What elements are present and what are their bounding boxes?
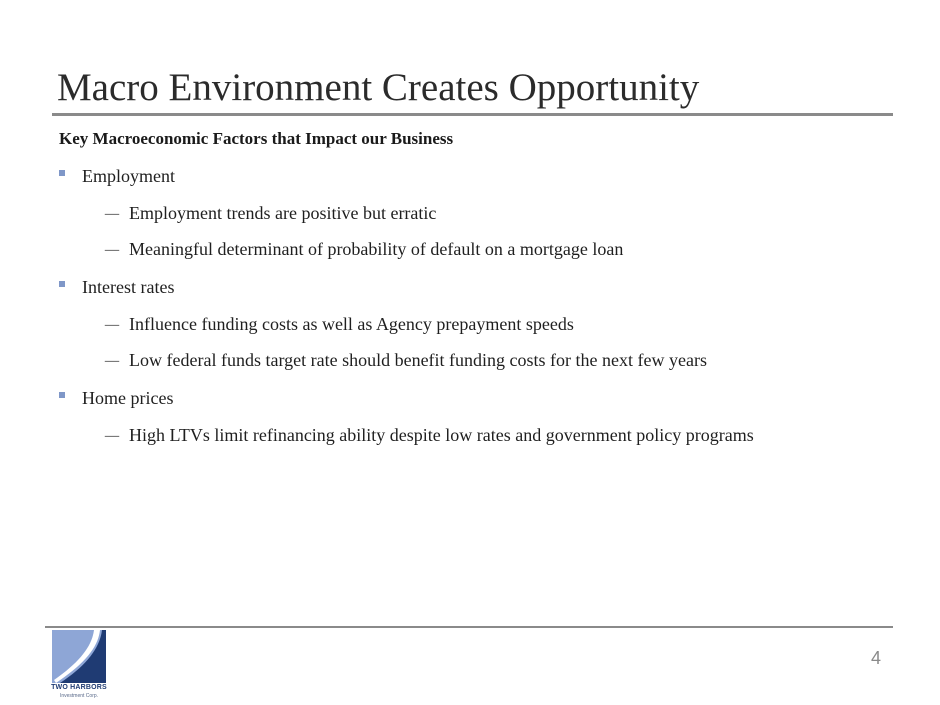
dash-icon: —	[104, 315, 120, 334]
bullet-square-icon	[59, 392, 65, 398]
bullet-employment: Employment	[82, 166, 175, 186]
subbullet-interest-2: Low federal funds target rate should benefit funding costs for the next few years	[129, 350, 707, 370]
logo-name: TWO HARBORS	[51, 684, 107, 691]
bullet-square-icon	[59, 170, 65, 176]
subbullet-employment-1: Employment trends are positive but erratic	[129, 203, 437, 223]
subbullet-employment-2: Meaningful determinant of probability of default on a mortgage loan	[129, 239, 624, 259]
bullet-square-icon	[59, 281, 65, 287]
dash-icon: —	[104, 351, 120, 370]
title-divider	[52, 113, 893, 116]
dash-icon: —	[104, 240, 120, 259]
logo-subtitle: Investment Corp.	[59, 693, 99, 699]
subbullet-interest-1: Influence funding costs as well as Agency prepayment speeds	[129, 314, 574, 334]
slide-title: Macro Environment Creates Opportunity	[57, 66, 700, 109]
dash-icon: —	[104, 426, 120, 445]
subbullet-home-1: High LTVs limit refinancing ability despite low rates and government policy programs	[129, 425, 754, 445]
footer-divider	[45, 626, 893, 628]
two-harbors-logo-icon	[46, 628, 112, 684]
bullet-home-prices: Home prices	[82, 388, 174, 408]
section-subheading: Key Macroeconomic Factors that Impact our Business	[59, 129, 454, 148]
dash-icon: —	[104, 204, 120, 223]
page-number: 4	[871, 648, 882, 668]
company-logo	[46, 628, 112, 702]
bullet-interest-rates: Interest rates	[82, 277, 175, 297]
